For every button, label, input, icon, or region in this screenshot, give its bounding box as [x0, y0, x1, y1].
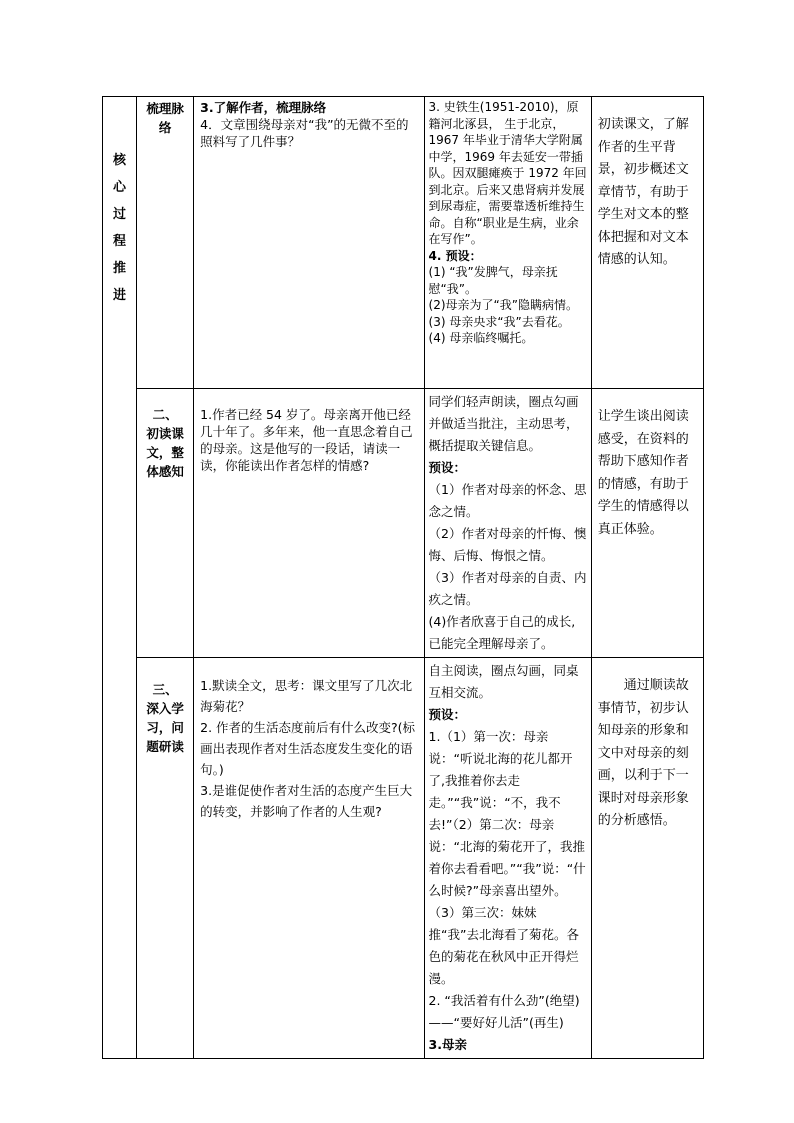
- table-row: [103, 97, 704, 389]
- student-activity-cell: [424, 389, 591, 658]
- intent-text: 让学生谈出阅读感受，在资料的帮助下感知作者的情感，有助于学生的情感得以真正体验。: [597, 409, 689, 537]
- teacher-task-cell: [194, 658, 424, 1059]
- design-intent-cell: [591, 658, 703, 1059]
- activity-text: 预设：: [428, 707, 467, 722]
- task-text: 3.了解作者，梳理脉络: [200, 100, 327, 115]
- activity-text: (4) 母亲临终嘱托。: [428, 331, 534, 345]
- activity-text: 自主阅读，圈点勾画，同桌互相交流。: [428, 663, 579, 700]
- task-text: 2. 作者的生活态度前后有什么改变?(标画出表现作者对生活态度发生变化的语句。): [200, 720, 416, 777]
- stage-label-cell: [103, 97, 137, 1059]
- stage-label: 核 心 过 程 推 进: [113, 153, 127, 303]
- activity-text: 3.母亲: [428, 1037, 467, 1052]
- section-title: 三、 深入学 习，问 题研读: [146, 682, 184, 754]
- task-text: 3.是谁促使作者对生活的态度产生巨大的转变，并影响了作者的人生观?: [200, 783, 413, 819]
- activity-text: 1.（1）第一次：母亲说：“听说北海的花儿都开了,我推着你去走走。”“我”说：“不，我不去!”（2）第二次：母亲说：“北海的菊花开了，我推着你去看看吧。”“我”说：“什么时候?”母亲喜出望外。（3）第三次：妹妹推“我”去北海看了菊花。各色的菊花在秋风中正开得烂漫。: [428, 729, 586, 986]
- design-intent-cell: [591, 389, 703, 658]
- activity-text: (3) 母亲央求“我”去看花。: [428, 314, 570, 329]
- section-title: 梳理脉 络: [146, 101, 184, 135]
- design-intent-cell: [591, 97, 703, 389]
- activity-text: (1) “我”发脾气，母亲抚慰“我”。: [428, 265, 558, 296]
- intent-text: 初读课文，了解作者的生平背景，初步概述文章情节，有助于学生对文本的整体把握和对文本情感的认知。: [597, 117, 689, 267]
- task-text: 1.默读全文，思考：课文里写了几次北海菊花？: [200, 678, 413, 714]
- activity-text: 预设：: [428, 460, 467, 475]
- section-title: 二、 初读课 文，整 体感知: [146, 407, 184, 479]
- task-text: 1.作者已经 54 岁了。母亲离开他已经几十年了。多年来，他一直思念着自己的母亲。这是他写的一段话，请读一读，你能读出作者怎样的情感?: [200, 407, 413, 473]
- activity-text: （1）作者对母亲的怀念、思念之情。: [428, 482, 587, 519]
- activity-text: 同学们轻声朗读，圈点勾画并做适当批注，主动思考，概括提取关键信息。: [428, 394, 579, 453]
- teacher-task-cell: [194, 389, 424, 658]
- activity-text: (2)母亲为了“我”隐瞒病情。: [428, 298, 578, 312]
- section-title-cell: [137, 97, 194, 389]
- student-activity-cell: [424, 97, 591, 389]
- task-text: 4．文章围绕母亲对“我”的无微不至的照料写了几件事？: [200, 117, 409, 149]
- student-activity-cell: [424, 658, 591, 1059]
- activity-text: 2. “我活着有什么劲”(绝望)——“要好好儿活”(再生): [428, 993, 580, 1030]
- activity-text: 4. 预设：: [428, 248, 482, 263]
- section-title-cell: [137, 658, 194, 1059]
- activity-text: (4)作者欣喜于自己的成长,已能完全理解母亲了。: [428, 614, 576, 651]
- activity-text: 3. 史铁生(1951-2010)，原籍河北涿县， 生于北京，1967 年毕业于清华大学附属中学，1969 年去延安一带插队。因双腿瘫痪于 1972 年回到北京。后来又患肾病并发展到尿毒症，需要靠透析维持生命。自称“职业是生病，业余在写作”。: [428, 100, 587, 246]
- teacher-task-cell: [194, 97, 424, 389]
- section-title-cell: [137, 389, 194, 658]
- table-row: [103, 389, 704, 658]
- intent-text: 通过顺读故事情节，初步认知母亲的形象和文中对母亲的刻画，以利于下一课时对母亲形象的分析感悟。: [597, 678, 689, 828]
- activity-text: （2）作者对母亲的忏悔、懊悔、后悔、悔恨之情。: [428, 526, 587, 563]
- activity-text: （3）作者对母亲的自责、内疚之情。: [428, 570, 587, 607]
- lesson-plan-table: [102, 96, 704, 1059]
- table-row: [103, 658, 704, 1059]
